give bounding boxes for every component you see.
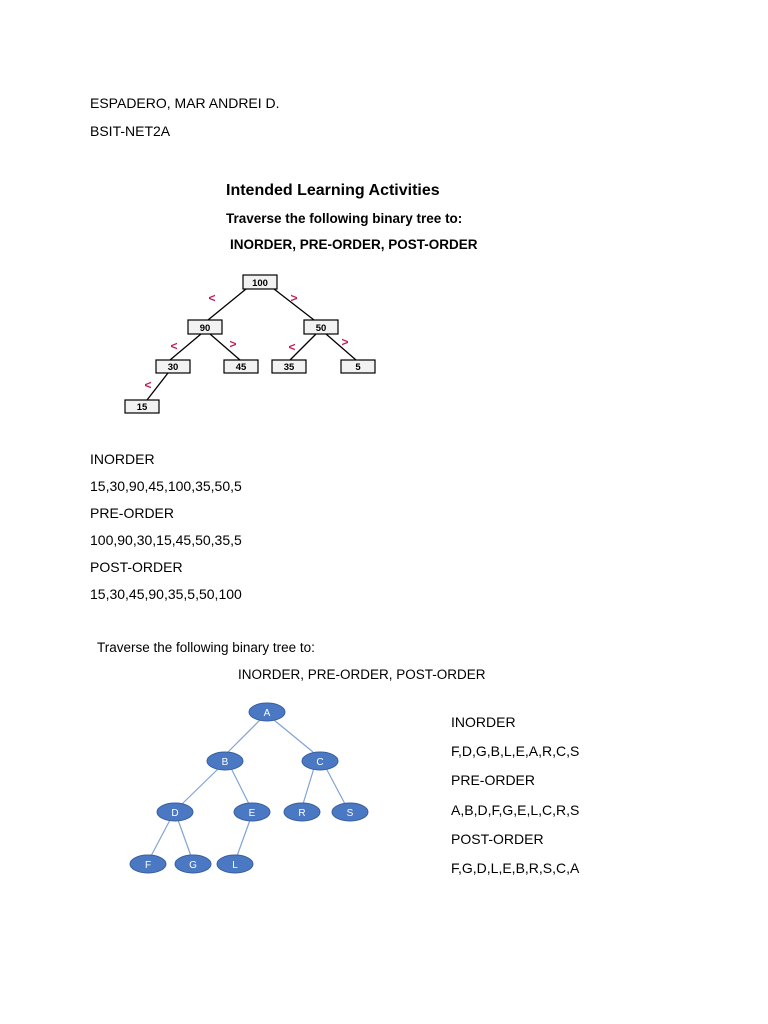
- tree2-edge-c-s: [326, 768, 345, 804]
- student-name: ESPADERO, MAR ANDREI D.: [90, 95, 280, 111]
- svg-text:D: D: [171, 808, 179, 819]
- svg-text:15: 15: [136, 402, 148, 413]
- svg-text:45: 45: [235, 362, 247, 373]
- tree1-gt-arrow: >: [341, 335, 349, 349]
- answer1-inorder-value: 15,30,90,45,100,35,50,5: [90, 478, 242, 494]
- svg-text:C: C: [316, 757, 324, 768]
- answer1-preorder-label: PRE-ORDER: [90, 505, 175, 521]
- tree2-node: [284, 803, 320, 821]
- svg-text:5: 5: [355, 362, 361, 373]
- tree2-node: [157, 803, 193, 821]
- tree1-gt-arrow: >: [229, 337, 237, 351]
- tree2-node: [302, 752, 338, 770]
- answer1-inorder-label: INORDER: [90, 451, 155, 467]
- tree1-lt-arrow: <: [288, 340, 296, 354]
- svg-text:100: 100: [252, 278, 268, 289]
- svg-text:E: E: [248, 808, 256, 819]
- tree2-node: [130, 855, 166, 873]
- tree2-edge-d-g: [178, 820, 191, 856]
- svg-text:50: 50: [315, 323, 327, 334]
- answer2-postorder-value: F,G,D,L,E,B,R,S,C,A: [451, 860, 580, 876]
- tree2-edge-d-f: [151, 820, 170, 856]
- tree1-lt-arrow: <: [170, 339, 178, 353]
- tree2-edge-b-d: [182, 768, 219, 804]
- answer1-preorder-value: 100,90,30,15,45,50,35,5: [90, 532, 242, 548]
- svg-text:L: L: [232, 860, 238, 871]
- svg-text:A: A: [263, 708, 271, 719]
- activity1-instruction: Traverse the following binary tree to:: [226, 211, 463, 226]
- activity-title: Intended Learning Activities: [226, 182, 440, 199]
- answer2-preorder-label: PRE-ORDER: [451, 772, 536, 788]
- student-section: BSIT-NET2A: [90, 123, 171, 139]
- tree2-node: [332, 803, 368, 821]
- answer1-postorder-value: 15,30,45,90,35,5,50,100: [90, 586, 242, 602]
- answer1-postorder-label: POST-ORDER: [90, 559, 183, 575]
- answer2-postorder-label: POST-ORDER: [451, 831, 544, 847]
- svg-text:B: B: [221, 757, 229, 768]
- tree2-node: [175, 855, 211, 873]
- tree2-node: [249, 703, 285, 721]
- tree2-edge-a-b: [228, 720, 260, 752]
- tree2-node: [234, 803, 270, 821]
- tree2-node: [207, 752, 243, 770]
- svg-text:F: F: [144, 860, 152, 871]
- svg-text:35: 35: [283, 362, 295, 373]
- svg-text:G: G: [189, 860, 197, 871]
- svg-text:90: 90: [199, 323, 211, 334]
- tree2-edge-b-e: [231, 768, 249, 804]
- tree1-lt-arrow: <: [208, 291, 216, 305]
- answer2-preorder-value: A,B,D,F,G,E,L,C,R,S: [451, 802, 580, 818]
- activity1-orders: INORDER, PRE-ORDER, POST-ORDER: [230, 237, 478, 252]
- activity2-orders: INORDER, PRE-ORDER, POST-ORDER: [238, 667, 486, 682]
- svg-text:S: S: [346, 808, 354, 819]
- svg-text:30: 30: [167, 362, 179, 373]
- answer2-inorder-label: INORDER: [451, 714, 516, 730]
- tree1-lt-arrow: <: [144, 378, 152, 392]
- tree2-edge-e-l: [237, 820, 250, 856]
- tree2-edge-c-r: [303, 768, 314, 804]
- answer2-inorder-value: F,D,G,B,L,E,A,R,C,S: [451, 743, 580, 759]
- activity2-instruction: Traverse the following binary tree to:: [97, 640, 315, 655]
- tree2-node: [217, 855, 253, 873]
- tree2-edge-a-c: [274, 720, 313, 752]
- tree1-gt-arrow: >: [290, 291, 298, 305]
- svg-text:R: R: [298, 808, 306, 819]
